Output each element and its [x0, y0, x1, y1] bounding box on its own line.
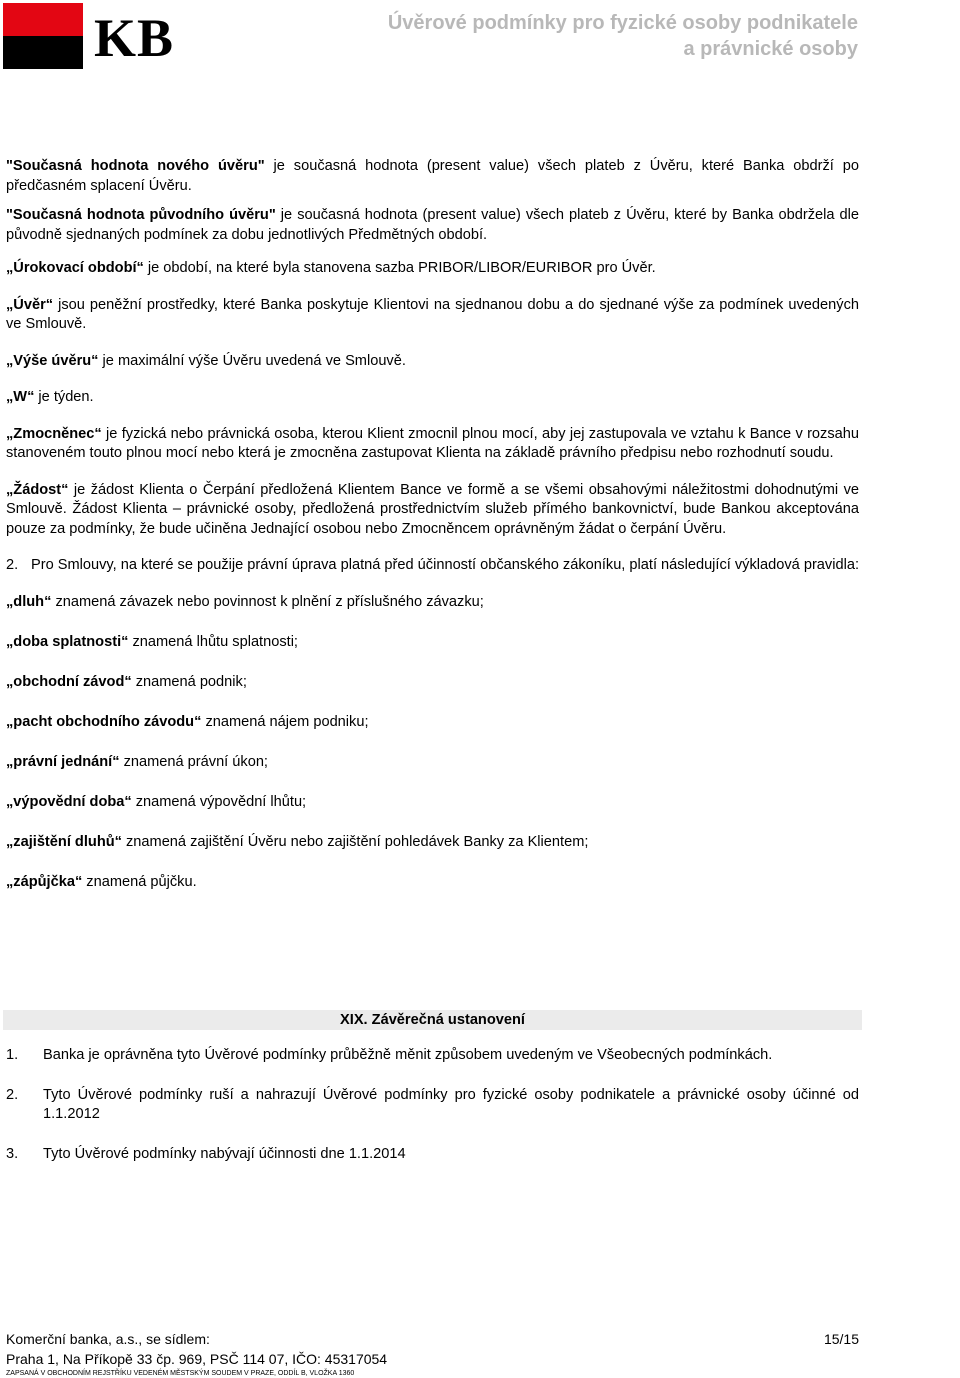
definition-paragraph: [6, 296, 859, 335]
rule-text: znamená výpovědní lhůtu;: [131, 793, 307, 810]
definition-paragraph: [6, 259, 859, 279]
definition-text: je období, na které byla stanovena sazba PRIBOR/LIBOR/EURIBOR pro Úvěr.: [143, 260, 656, 276]
definition-paragraph: [6, 388, 859, 408]
definition-paragraph: [6, 157, 859, 196]
point-2-paragraph: [6, 556, 859, 576]
section-heading: XIX. Závěrečná ustanovení: [3, 1010, 862, 1030]
document-title: [388, 10, 858, 62]
definition-text: je týden.: [34, 389, 94, 405]
rule-text: znamená zajištění Úvěru nebo zajištění pohledávek Banky za Klientem;: [121, 833, 589, 850]
point-2-text: Pro Smlouvy, na které se použije právní úprava platná před účinností občanského zákoníku, platí následující výkladová pravidla:: [31, 557, 859, 573]
rule-text: znamená lhůtu splatnosti;: [128, 633, 298, 650]
rule-item: [6, 873, 859, 893]
closing-item: [6, 1145, 859, 1165]
rule-item: [6, 673, 859, 693]
definition-paragraph: [6, 425, 859, 464]
kb-logo: [3, 3, 202, 69]
rule-item: [6, 753, 859, 773]
rule-term: „výpovědní doba“: [6, 793, 132, 810]
rule-term: „dluh“: [6, 593, 52, 610]
definition-paragraph: [6, 481, 859, 540]
rule-item: [6, 833, 859, 853]
page-footer: [6, 1329, 859, 1378]
closing-item-text: Tyto Úvěrové podmínky nabývají účinnosti dne 1.1.2014: [43, 1145, 406, 1162]
definition-term: „Žádost“: [6, 481, 69, 498]
logo-red-square: [3, 3, 83, 36]
definition-paragraph: [6, 206, 859, 245]
document-title-line-1: Úvěrové podmínky pro fyzické osoby podnikatele: [387, 12, 858, 34]
definition-paragraph: [6, 352, 859, 372]
rule-term: „obchodní závod“: [6, 673, 132, 690]
definition-text: je maximální výše Úvěru uvedená ve Smlouvě.: [98, 352, 406, 369]
definition-term: "Současná hodnota nového úvěru": [6, 158, 265, 174]
closing-item-text: Tyto Úvěrové podmínky ruší a nahrazují Úvěrové podmínky pro fyzické osoby podnikatele a právnické osoby účinné od 1.1.2012: [43, 1086, 859, 1122]
point-2-number: 2.: [6, 557, 19, 573]
rule-term: „právní jednání“: [6, 753, 120, 770]
closing-provisions: [6, 1046, 859, 1164]
rule-item: [6, 713, 859, 733]
rule-item: [6, 793, 859, 813]
footer-registry: ZAPSANÁ V OBCHODNÍM REJSTŘÍKU VEDENÉM MĚSTSKÝM SOUDEM V PRAZE, ODDÍL B, VLOŽKA 1360: [6, 1370, 355, 1377]
document-title-line-2: a právnické osoby: [683, 38, 858, 60]
closing-item-number: 3.: [6, 1145, 19, 1162]
rule-text: znamená půjčku.: [82, 873, 197, 890]
definition-term: "Současná hodnota původního úvěru": [6, 207, 276, 223]
definition-text: je současná hodnota (present value) všech plateb z Úvěru, které by Banka obdržela dle původně sjednaných podmínek za dobu jednotlivých Předmětných období.: [6, 207, 859, 243]
page-number: 15/15: [823, 1331, 859, 1347]
footer-company: Komerční banka, a.s., se sídlem:: [6, 1331, 210, 1347]
rule-text: znamená podnik;: [131, 673, 247, 690]
rule-item: [6, 593, 859, 613]
closing-item-number: 2.: [6, 1086, 19, 1103]
closing-item: [6, 1046, 859, 1066]
rule-text: znamená právní úkon;: [119, 753, 268, 770]
rule-text: znamená závazek nebo povinnost k plnění z příslušného závazku;: [51, 593, 484, 610]
rule-item: [6, 633, 859, 653]
rule-term: „pacht obchodního závodu“: [6, 713, 202, 730]
definition-text: jsou peněžní prostředky, které Banka poskytuje Klientovi na sjednanou dobu a do sjednané výše za podmínek uvedených ve Smlouvě.: [6, 296, 859, 332]
footer-address: Praha 1, Na Příkopě 33 čp. 969, PSČ 114 07, IČO: 45317054: [6, 1351, 388, 1367]
definition-text: je současná hodnota (present value) všech plateb z Úvěru, které Banka obdrží po předčasném splacení Úvěru.: [6, 158, 859, 194]
logo-black-square: [3, 36, 83, 69]
definition-term: „Výše úvěru“: [6, 352, 99, 369]
rule-text: znamená nájem podniku;: [201, 713, 369, 730]
closing-item-text: Banka je oprávněna tyto Úvěrové podmínky průběžně měnit způsobem uvedeným ve Všeobecných podmínkách.: [43, 1047, 773, 1063]
definition-term: „Úrokovací období“: [6, 260, 144, 276]
definition-term: „Zmocněnec“: [6, 425, 102, 442]
definition-term: „W“: [6, 389, 35, 405]
document-body: [6, 157, 859, 892]
definition-text: je fyzická nebo právnická osoba, kterou Klient zmocnil plnou mocí, aby jej zastupovala ve vztahu k Bance v rozsahu stanoveném touto plnou mocí nebo která je zmocněna zastupovat Klienta na základě právního předpisu nebo rozhodnutí soudu.: [6, 425, 859, 461]
logo-text: KB: [94, 8, 175, 68]
rule-term: „zajištění dluhů“: [6, 833, 122, 850]
closing-item-number: 1.: [6, 1047, 19, 1063]
closing-item: [6, 1086, 859, 1125]
definition-text: je žádost Klienta o Čerpání předložená Klientem Bance ve formě a se všemi obsahovými náležitostmi dohodnutými ve Smlouvě. Žádost Klienta – právnické osoby, předložená prostřednictvím služeb přímého bankovnictví, bude Bankou akceptována pouze za podmínky, že bude učiněna Jednající osobou nebo Zmocněncem oprávněným žádat o čerpání Úvěru.: [6, 481, 859, 537]
rule-term: „zápůjčka“: [6, 873, 83, 890]
definition-term: „Úvěr“: [6, 296, 54, 313]
rule-term: „doba splatnosti“: [6, 633, 129, 650]
